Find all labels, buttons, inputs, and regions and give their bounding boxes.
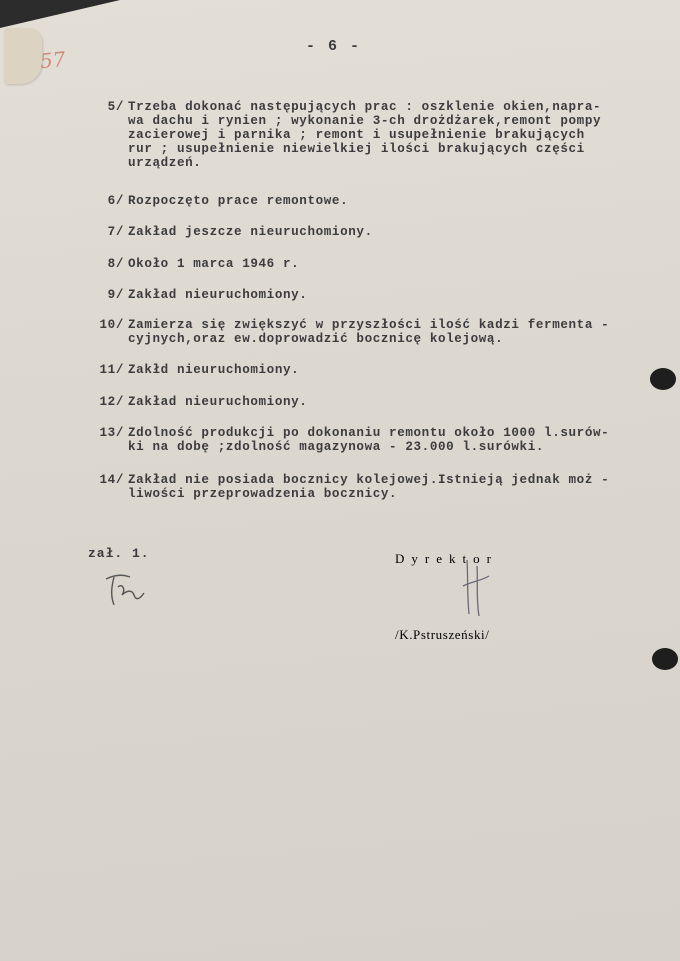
item-number: 9/ [107, 288, 124, 302]
punch-hole [650, 368, 676, 390]
item-number: 7/ [107, 225, 124, 239]
list-item [88, 257, 664, 271]
item-text-line: rur ; usupełnienie niewielkiej ilości brakujących części [128, 142, 585, 156]
scan-dark-corner [0, 0, 120, 28]
page-number: - 6 - [306, 38, 362, 55]
item-text-line: Trzeba dokonać następujących prac : oszklenie okien,napra- [128, 100, 602, 114]
item-text-line: Zakład nieuruchomiony. [128, 395, 308, 409]
handwritten-initials [100, 565, 150, 613]
item-number: 6/ [107, 194, 124, 208]
item-text-line: urządzeń. [128, 156, 202, 170]
item-text-line: Zamierza się zwiększyć w przyszłości ilość kadzi fermenta - [128, 318, 610, 332]
list-item [88, 426, 664, 454]
list-item [88, 288, 664, 302]
item-number: 12/ [99, 395, 124, 409]
folded-corner [4, 28, 42, 84]
director-title: Dyrektor [395, 551, 498, 566]
item-text-line: Zdolność produkcji po dokonaniu remontu około 1000 l.surów- [128, 426, 610, 440]
item-text-line: wa dachu i rynien ; wykonanie 3-ch drożdżarek,remont pompy [128, 114, 602, 128]
list-item [88, 194, 664, 208]
item-text-line: Około 1 marca 1946 r. [128, 257, 300, 271]
punch-hole [652, 648, 678, 670]
item-number: 13/ [99, 426, 124, 440]
director-name: /K.Pstruszeński/ [395, 627, 490, 642]
item-number: 8/ [107, 257, 124, 271]
item-number: 11/ [99, 363, 124, 377]
item-text-line: Zakład jeszcze nieuruchomiony. [128, 225, 373, 239]
item-text-line: cyjnych,oraz ew.doprowadzić bocznicę kolejową. [128, 332, 504, 346]
enclosure-note: zał. 1. [88, 546, 150, 561]
item-number: 10/ [99, 318, 124, 332]
item-text-line: Zakład nieuruchomiony. [128, 288, 308, 302]
list-item [88, 100, 664, 170]
item-number: 5/ [107, 100, 124, 114]
item-text-line: Zakłd nieuruchomiony. [128, 363, 300, 377]
item-number: 14/ [99, 473, 124, 487]
list-item [88, 363, 664, 377]
item-text-line: Zakład nie posiada bocznicy kolejowej.Istnieją jednak moż - [128, 473, 610, 487]
item-text-line: Rozpoczęto prace remontowe. [128, 194, 349, 208]
list-item [88, 395, 664, 409]
list-item [88, 318, 664, 346]
director-signature [455, 556, 495, 620]
item-text-line: liwości przeprowadzenia bocznicy. [128, 487, 398, 501]
list-item [88, 473, 664, 501]
item-text-line: zacierowej i parnika ; remont i usupełnienie brakujących [128, 128, 585, 142]
list-item [88, 225, 664, 239]
archive-number: 57 [38, 46, 67, 74]
item-text-line: ki na dobę ;zdolność magazynowa - 23.000 l.surówki. [128, 440, 545, 454]
